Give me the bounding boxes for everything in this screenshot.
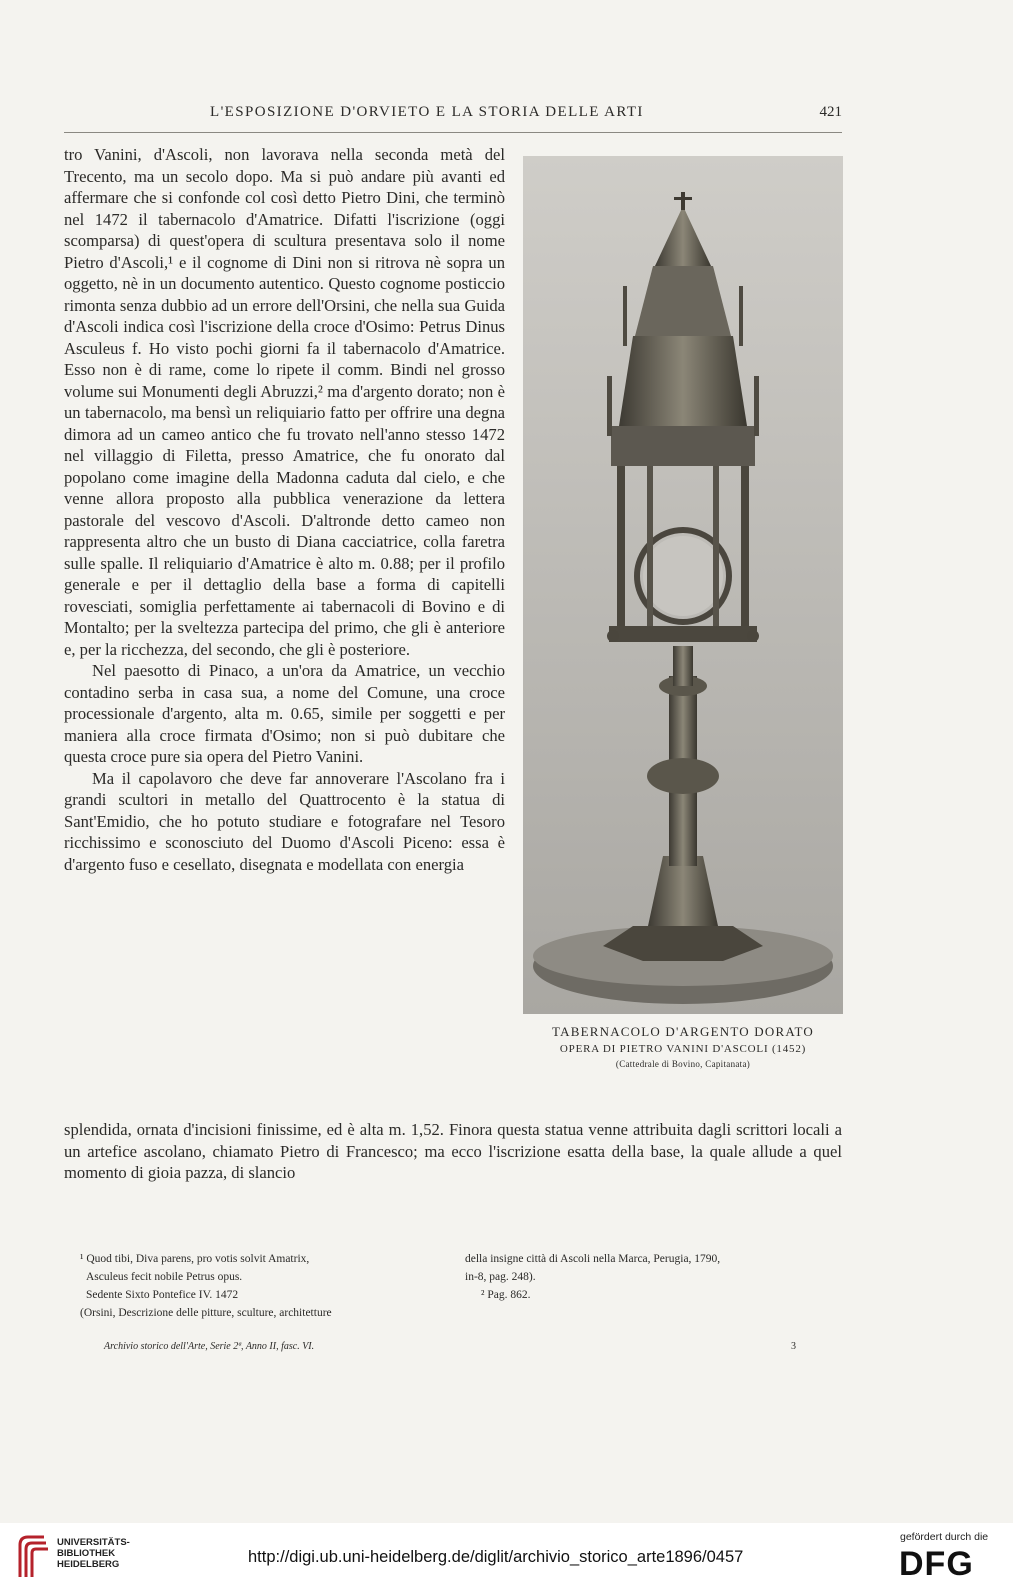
footnote-line: ¹ Quod tibi, Diva parens, pro votis solvit Amatrix, bbox=[80, 1253, 310, 1265]
text-column bbox=[64, 144, 505, 875]
paragraph: tro Vanini, d'Ascoli, non lavorava nella seconda metà del Trecento, ma un secolo dopo. Ma si può andare più avanti ed affermare che si confonde col così detto Pietro Dini, che terminò nel 1472 il tabernacolo d'Amatrice. Difatti l'iscrizione (oggi scomparsa) di quest'opera di scultura presentava solo il nome Pietro d'Ascoli,¹ e il cognome di Dini non si ritrova nè sopra un oggetto, nè in un documento autentico. Questo cognome posticcio rimonta senza dubbio ad un errore dell'Orsini, che nella sua Guida d'Ascoli indica così l'iscrizione della croce d'Osimo: Petrus Dinus Asculeus f. Ho visto pochi giorni fa il tabernacolo d'Amatrice. Esso non è di rame, come lo ripete il comm. Bindi nel grosso volume sui Monumenti degli Abruzzi,² ma d'argento dorato; non è un tabernacolo, ma bensì un reliquiario fatto per offrire una degna dimora ad un cameo antico che fu trovato nell'anno stesso 1472 nel villaggio di Filetta, presso Amatrice, che fu onorato dal popolano come imagine della Madonna caduta dal cielo, e che venne allora proposto alla pubblica venerazione da lettera pastorale del vescovo d'Ascoli. D'altronde detto cameo non rappresenta altro che un busto di Diana cacciatrice, colla faretra sulle spalle. Il reliquiario d'Amatrice è alto m. 0.88; per il profilo generale e per il dettaglio della base a forma di capitelli rovesciati, somiglia perfettamente ai tabernacoli di Bovino e di Montalto; per la sveltezza partecipa del primo, che gli è anteriore e, per la ricchezza, del secondo, che gli è posteriore. bbox=[64, 145, 505, 659]
footnotes-left bbox=[80, 1250, 450, 1322]
caption-attribution: OPERA DI PIETRO VANINI D'ASCOLI (1452) bbox=[559, 1043, 807, 1055]
paragraph: Ma il capolavoro che deve far annoverare l'Ascolano fra i grandi scultori in metallo del Quattrocento è la statua di Sant'Emidio, che ho potuto studiare e fotografare nel Tesoro ricchissimo e sconosciuto del Duomo d'Ascoli Piceno: essa è d'argento fuso e cesellato, disegnata e modellata con energia bbox=[64, 768, 505, 874]
page-number: 421 bbox=[819, 104, 842, 120]
footnote-line: della insigne città di Ascoli nella Marca, Perugia, 1790, bbox=[465, 1253, 721, 1265]
footnotes-right bbox=[465, 1250, 842, 1304]
header-rule bbox=[64, 132, 842, 133]
paragraph: Nel paesotto di Pinaco, a un'ora da Amatrice, un vecchio contadino serba in casa sua, a nome del Comune, una croce processionale d'argento, alta m. 0.65, simile per soggetti e per maniera alla croce firmata d'Osimo; non si può dubitare che questa croce pure sia opera del Pietro Vanini. bbox=[64, 661, 505, 766]
reliquary-photograph bbox=[523, 156, 843, 1014]
permalink-url[interactable]: http://digi.ub.uni-heidelberg.de/diglit/archivio_storico_arte1896/0457 bbox=[248, 1548, 744, 1566]
footnote-line: ² Pag. 862. bbox=[481, 1289, 531, 1301]
footnote-line: Sedente Sixto Pontefice IV. 1472 bbox=[86, 1289, 239, 1301]
heidelberg-library-logo-icon bbox=[14, 1533, 52, 1581]
journal-signature-line: Archivio storico dell'Arte, Serie 2ª, Anno II, fasc. VI. bbox=[104, 1341, 315, 1352]
library-name: UNIVERSITÄTS- BIBLIOTHEK HEIDELBERG bbox=[57, 1537, 130, 1570]
digitization-footer bbox=[0, 1523, 1013, 1591]
running-header bbox=[64, 104, 842, 126]
footnote-line: (Orsini, Descrizione delle pitture, sculture, architetture bbox=[80, 1307, 332, 1319]
funding-note: gefördert durch die bbox=[900, 1531, 989, 1543]
footnote-line: in-8, pag. 248). bbox=[465, 1271, 536, 1283]
caption-location: (Cattedrale di Bovino, Capitanata) bbox=[615, 1059, 751, 1069]
dfg-logo: DFG bbox=[899, 1545, 974, 1583]
signature-mark: 3 bbox=[791, 1341, 796, 1352]
figure-caption bbox=[516, 1024, 850, 1069]
full-width-paragraph: splendida, ornata d'incisioni finissime, ed è alta m. 1,52. Finora questa statua venne attribuita dagli scrittori locali a un artefice ascolano, chiamato Pietro di Francesco; ma ecco l'iscrizione esatta della base, la quale allude a quel momento di gioia pazza, di slancio bbox=[64, 1120, 842, 1182]
running-title: L'ESPOSIZIONE D'ORVIETO E LA STORIA DELLE ARTI bbox=[210, 104, 644, 120]
caption-title: TABERNACOLO D'ARGENTO DORATO bbox=[552, 1024, 814, 1039]
footnote-line: Asculeus fecit nobile Petrus opus. bbox=[86, 1271, 243, 1283]
